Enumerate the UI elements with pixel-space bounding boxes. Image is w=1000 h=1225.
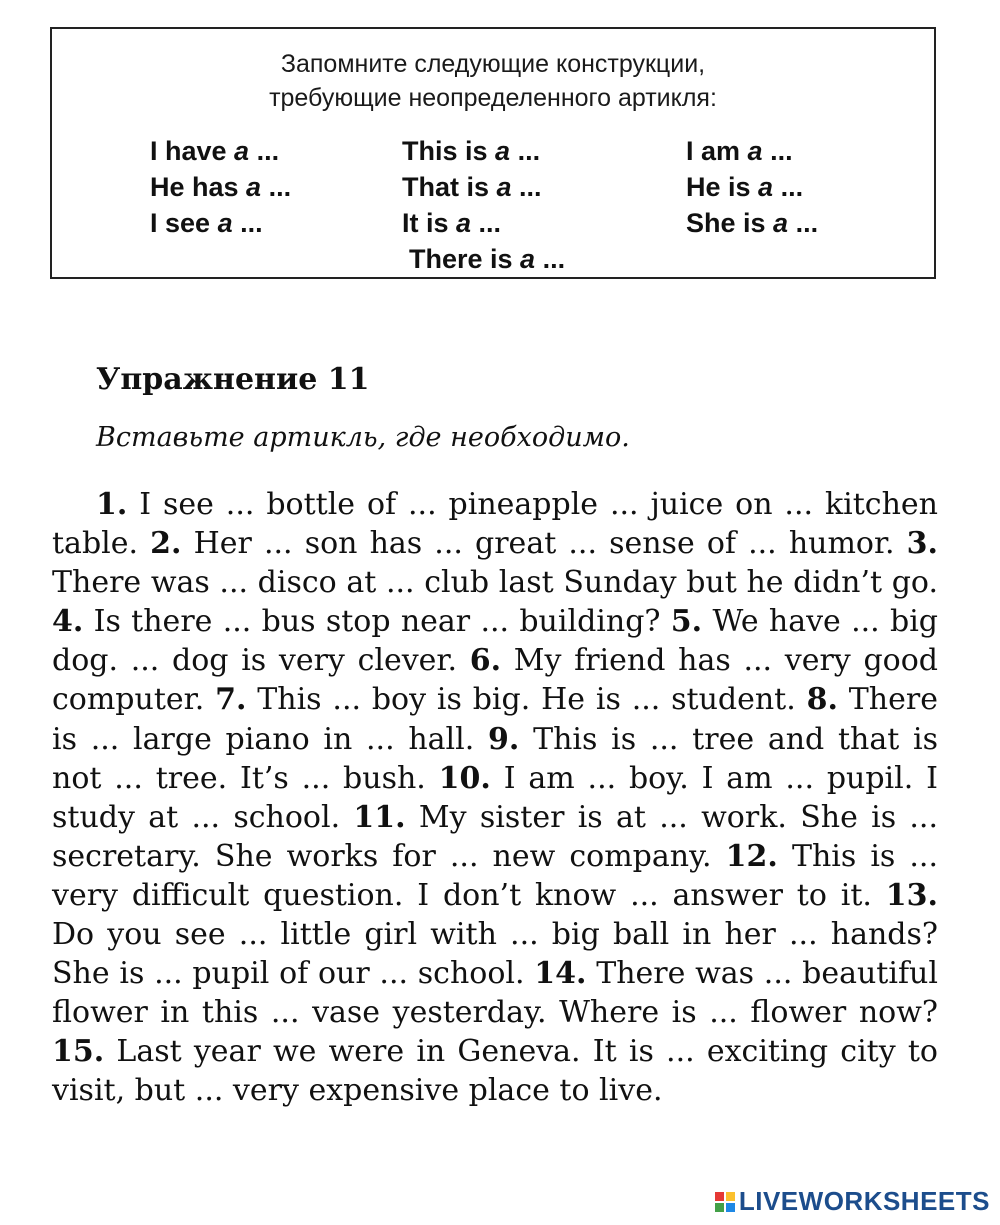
item-number: 12. <box>725 838 778 874</box>
item-number: 13. <box>885 877 938 913</box>
item-sentence: This is ... very difficult question. I don’t know ... answer to it. <box>52 838 939 913</box>
logo-square-green <box>715 1203 724 1212</box>
item-number: 15. <box>52 1034 105 1070</box>
logo-square-red <box>715 1192 724 1201</box>
item-sentence: Last year we were in Geneva. It is ... exciting city to visit, but ... very expensive place to live. <box>52 1034 938 1109</box>
item-sentence: Is there ... bus stop near ... building? <box>93 604 661 640</box>
item-sentence: I am ... boy. I am ... pupil. I study at ... school. <box>52 760 938 835</box>
pattern-i-am: I am a ... <box>686 136 793 166</box>
watermark-text: LIVEWORKSHEETS <box>738 1186 990 1216</box>
item-sentence: I see ... bottle of ... pineapple ... juice on ... kitchen table. <box>52 487 938 562</box>
item-sentence: This ... boy is big. He is ... student. <box>257 682 796 718</box>
item-number: 2. <box>150 526 182 562</box>
item-number: 14. <box>534 956 587 992</box>
item-number: 6. <box>469 643 502 679</box>
item-number: 9. <box>488 721 520 757</box>
item-number: 1. <box>96 487 128 522</box>
item-sentence: There was ... beautiful flower in this ... vase yesterday. Where is ... flower now? <box>52 956 938 1031</box>
item-sentence: My friend has ... very good computer. <box>52 643 938 718</box>
item-number: 10. <box>438 760 491 796</box>
pattern-i-have: I have a ... <box>150 136 280 166</box>
rule-box-title-line-2: требующие неопределенного артикля: <box>269 84 717 112</box>
rule-box-title <box>52 47 934 115</box>
pattern-he-is: He is a ... <box>686 172 804 202</box>
pattern-it-is: It is a ... <box>402 208 502 238</box>
item-number: 8. <box>806 682 838 718</box>
pattern-that-is: That is a ... <box>402 172 542 202</box>
pattern-there-is: There is a ... <box>409 244 566 274</box>
item-sentence: There was ... disco at ... club last Sunday but he didn’t go. <box>52 565 938 601</box>
liveworksheets-logo-icon <box>715 1192 735 1212</box>
item-sentence: We have ... big dog. ... dog is very clever. <box>52 604 938 679</box>
exercise-title: Упражнение 11 <box>96 362 370 397</box>
item-sentence: This is ... tree and that is not ... tree. It’s ... bush. <box>52 721 938 796</box>
pattern-i-see: I see a ... <box>150 208 263 238</box>
rule-box <box>50 27 936 279</box>
exercise-text <box>52 485 938 1111</box>
liveworksheets-watermark <box>715 1186 990 1217</box>
item-sentence: Do you see ... little girl with ... big ball in her ... hands? She is ... pupil of our ... school. <box>52 917 938 992</box>
logo-square-blue <box>726 1203 735 1212</box>
pattern-she-is: She is a ... <box>686 208 819 238</box>
pattern-this-is: This is a ... <box>402 136 541 166</box>
pattern-he-has: He has a ... <box>150 172 292 202</box>
exercise-instruction: Вставьте артикль, где необходимо. <box>96 422 630 453</box>
item-number: 11. <box>353 799 406 835</box>
item-sentence: There is ... large piano in ... hall. <box>52 682 938 757</box>
item-sentence: My sister is at ... work. She is ... secretary. She works for ... new company. <box>52 799 938 874</box>
item-number: 3. <box>906 526 938 562</box>
item-number: 5. <box>670 604 703 640</box>
item-number: 4. <box>52 604 84 640</box>
item-number: 7. <box>215 682 247 718</box>
logo-square-yellow <box>726 1192 735 1201</box>
rule-box-title-line-1: Запомните следующие конструкции, <box>280 50 706 78</box>
item-sentence: Her ... son has ... great ... sense of ... humor. <box>193 526 895 562</box>
